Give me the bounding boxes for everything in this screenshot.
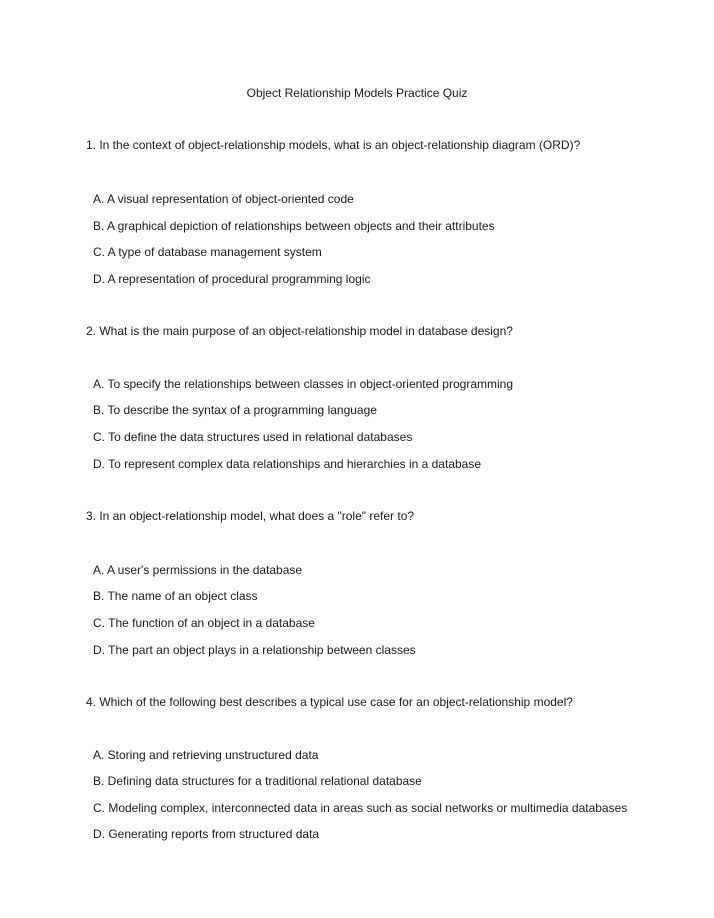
- question-2-option-b: B. To describe the syntax of a programming language: [93, 403, 377, 417]
- question-4-option-d: D. Generating reports from structured data: [93, 827, 320, 841]
- question-3-option-b: B. The name of an object class: [93, 589, 258, 603]
- question-1-option-b: B. A graphical depiction of relationships between objects and their attributes: [93, 219, 495, 233]
- question-2: 2. What is the main purpose of an object-relationship model in database design?: [86, 324, 513, 338]
- question-1-option-d: D. A representation of procedural programming logic: [93, 272, 371, 286]
- page-title: Object Relationship Models Practice Quiz: [246, 86, 468, 100]
- question-2-option-d: D. To represent complex data relationships and hierarchies in a database: [93, 457, 482, 471]
- question-4: 4. Which of the following best describes a typical use case for an object-relationship model?: [86, 695, 573, 709]
- question-2-option-a: A. To specify the relationships between classes in object-oriented programming: [93, 377, 513, 391]
- question-3: 3. In an object-relationship model, what does a "role" refer to?: [86, 509, 415, 523]
- question-1-option-a: A. A visual representation of object-oriented code: [93, 192, 354, 206]
- question-1: 1. In the context of object-relationship models, what is an object-relationship diagram (ORD)?: [86, 138, 581, 152]
- question-1-option-c: C. A type of database management system: [93, 245, 322, 259]
- question-3-option-d: D. The part an object plays in a relationship between classes: [93, 643, 416, 657]
- question-3-option-c: C. The function of an object in a database: [93, 616, 315, 630]
- question-4-option-b: B. Defining data structures for a traditional relational database: [93, 774, 422, 788]
- question-2-option-c: C. To define the data structures used in relational databases: [93, 430, 413, 444]
- question-4-option-a: A. Storing and retrieving unstructured data: [93, 748, 319, 762]
- question-3-option-a: A. A user's permissions in the database: [93, 563, 303, 577]
- question-4-option-c: C. Modeling complex, interconnected data in areas such as social networks or multimedia databases: [93, 801, 628, 815]
